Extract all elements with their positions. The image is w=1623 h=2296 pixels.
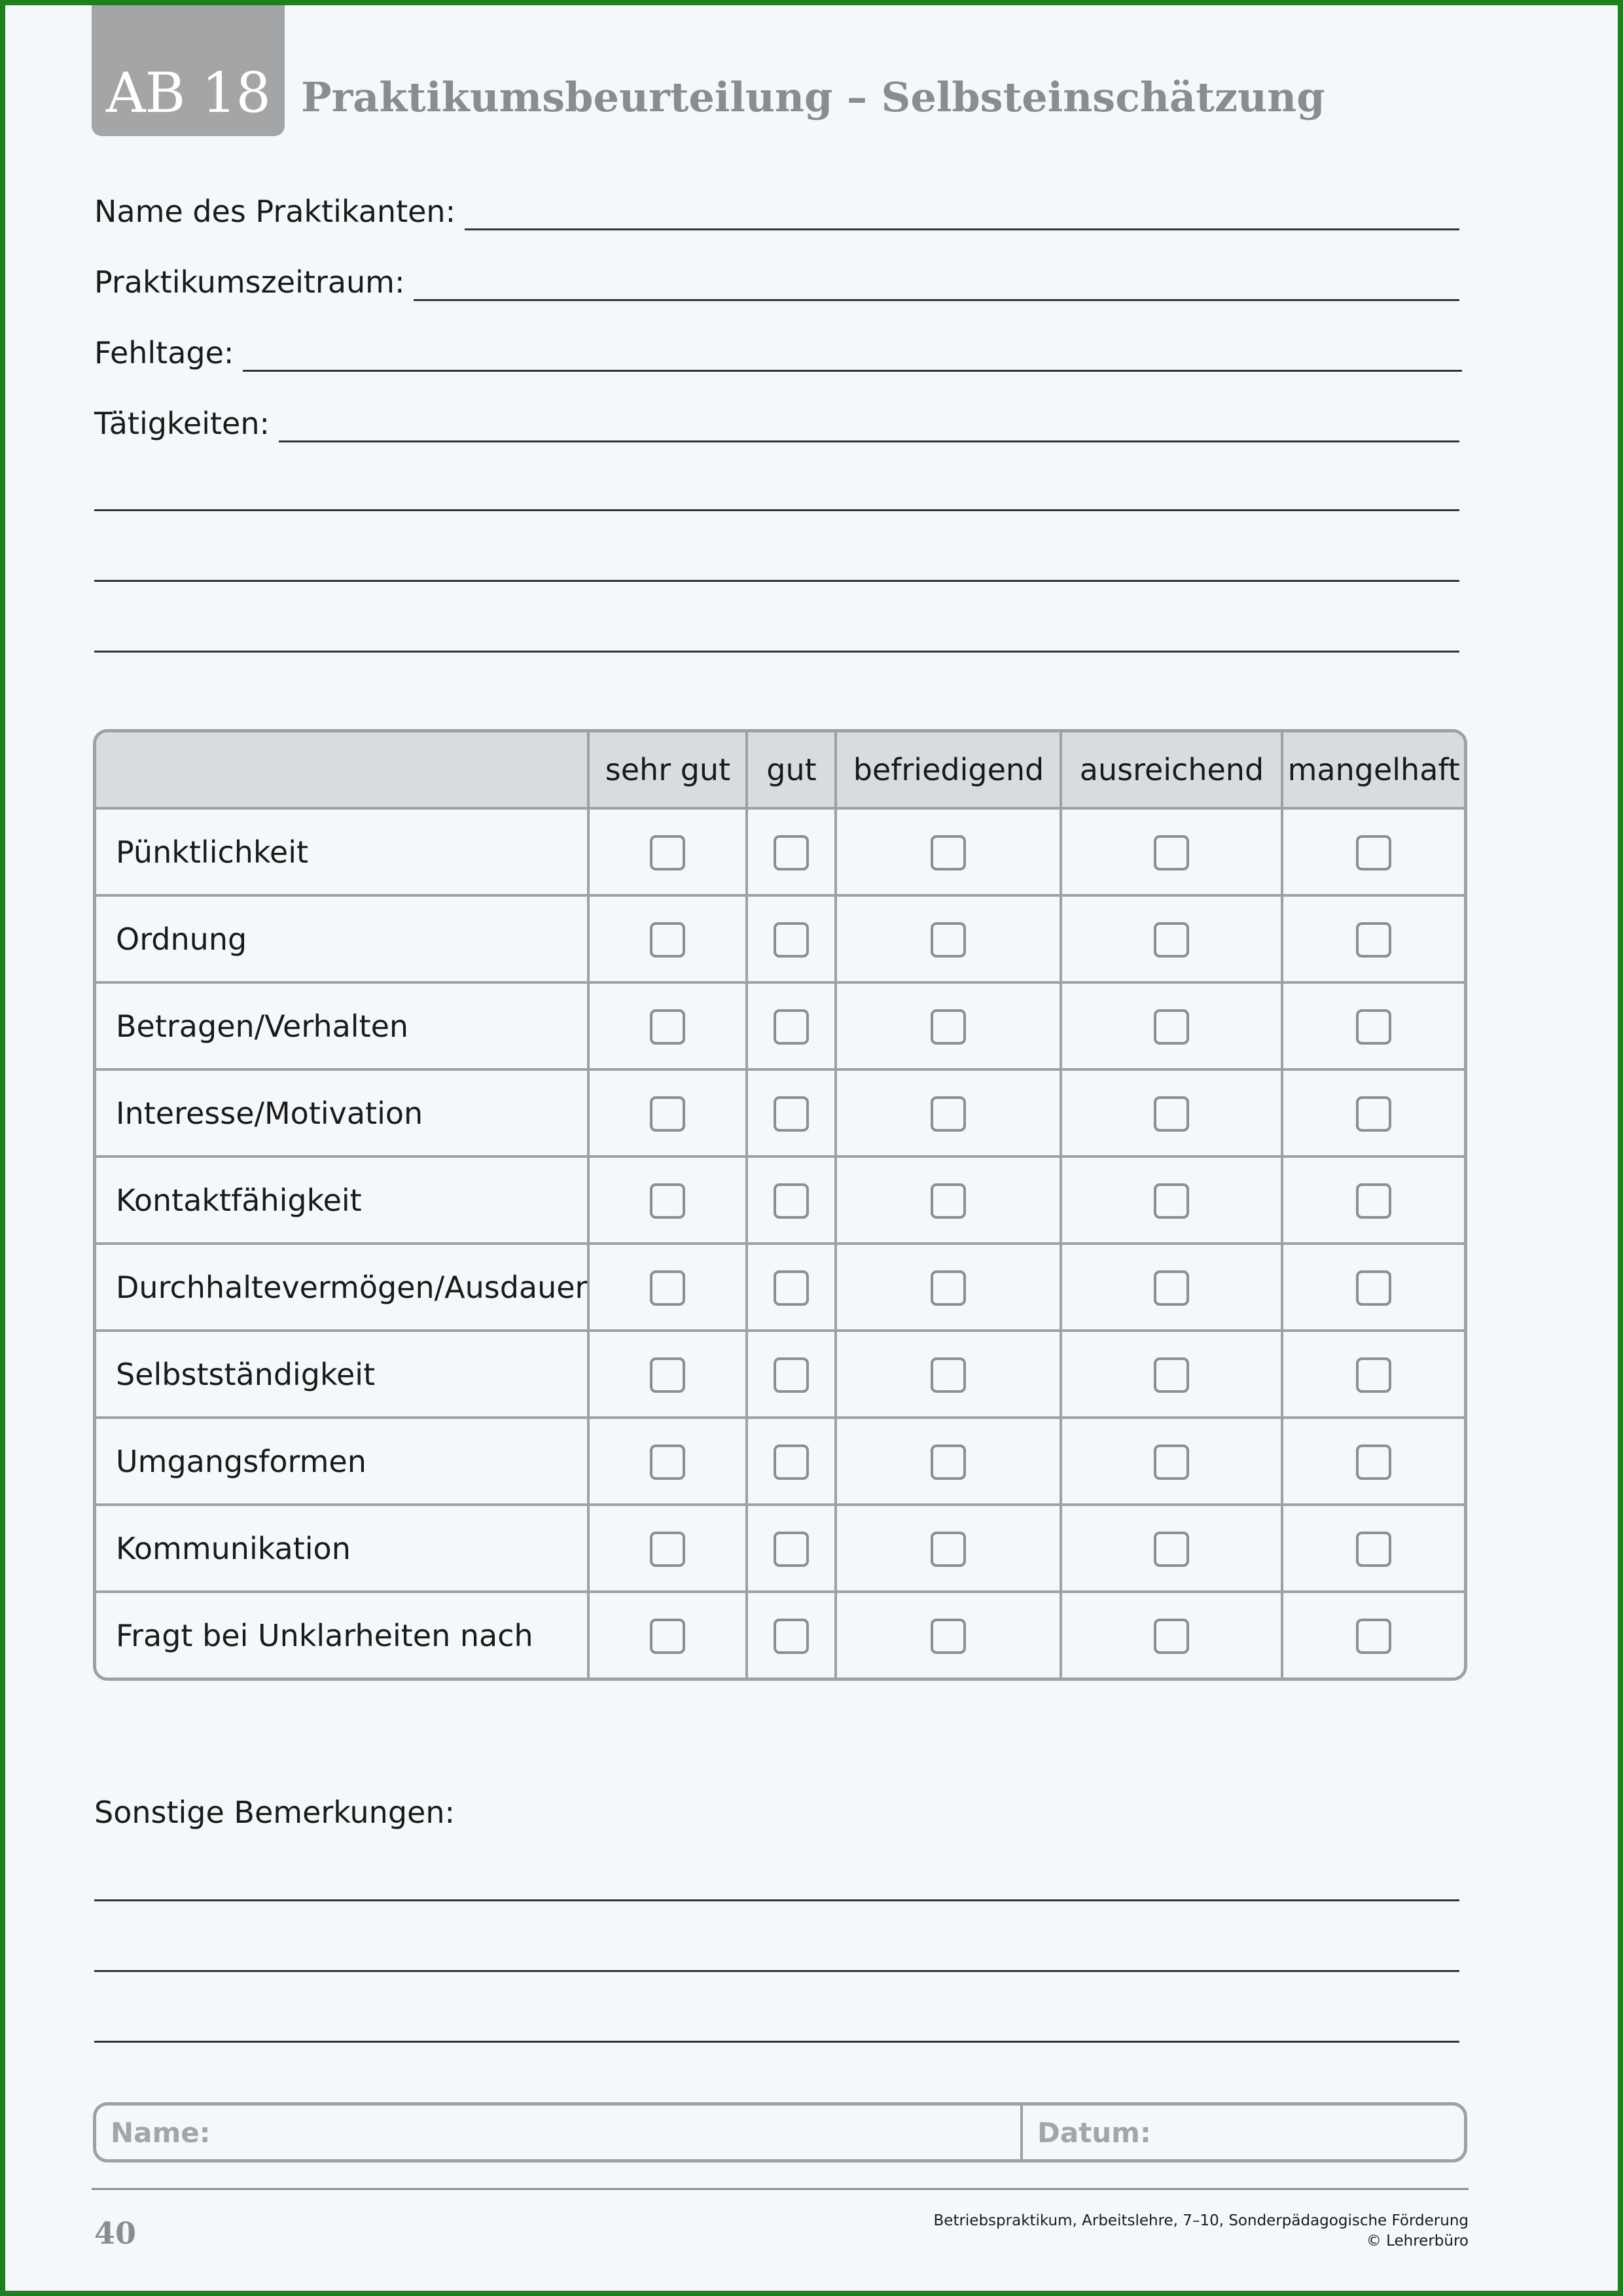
rating-cell bbox=[1062, 1158, 1283, 1245]
rating-checkbox[interactable] bbox=[774, 1619, 809, 1654]
signature-box bbox=[93, 2102, 1467, 2162]
field-absence-label: Fehltage: bbox=[94, 335, 234, 370]
rating-cell bbox=[1062, 1593, 1283, 1677]
rating-cell bbox=[590, 1593, 748, 1677]
rating-cell bbox=[590, 1332, 748, 1419]
rating-cell bbox=[748, 1245, 837, 1332]
table-row bbox=[96, 1419, 1464, 1506]
rating-checkbox[interactable] bbox=[1356, 1444, 1391, 1480]
date-field[interactable] bbox=[1023, 2106, 1464, 2159]
rating-cell bbox=[590, 1245, 748, 1332]
field-period-label: Praktikumszeitraum: bbox=[94, 264, 405, 300]
criterion-label: Kontaktfähigkeit bbox=[96, 1158, 590, 1245]
rating-checkbox[interactable] bbox=[1356, 1270, 1391, 1306]
rating-checkbox[interactable] bbox=[1356, 1009, 1391, 1045]
rating-cell bbox=[748, 1506, 837, 1593]
rating-cell bbox=[1283, 897, 1464, 984]
rating-checkbox[interactable] bbox=[931, 1183, 966, 1219]
rating-checkbox[interactable] bbox=[1356, 1619, 1391, 1654]
publication-credit bbox=[934, 2211, 1469, 2251]
rating-cell bbox=[590, 810, 748, 897]
rating-checkbox[interactable] bbox=[1356, 1532, 1391, 1567]
rating-cell bbox=[748, 1158, 837, 1245]
rating-cell bbox=[837, 984, 1062, 1071]
rating-checkbox[interactable] bbox=[931, 1009, 966, 1045]
field-activities-label: Tätigkeiten: bbox=[94, 406, 270, 441]
rating-checkbox[interactable] bbox=[931, 922, 966, 958]
rating-cell bbox=[837, 1593, 1062, 1677]
column-header: befriedigend bbox=[837, 732, 1062, 810]
table-row bbox=[96, 897, 1464, 984]
rating-cell bbox=[590, 1158, 748, 1245]
rating-cell bbox=[1062, 897, 1283, 984]
rating-checkbox[interactable] bbox=[774, 835, 809, 870]
table-row bbox=[96, 1071, 1464, 1158]
criterion-label: Umgangsformen bbox=[96, 1419, 590, 1506]
field-name-label: Name des Praktikanten: bbox=[94, 194, 456, 229]
page-title: Praktikumsbeurteilung – Selbsteinschätzung bbox=[301, 73, 1325, 121]
rating-checkbox[interactable] bbox=[1154, 1357, 1189, 1393]
rating-checkbox[interactable] bbox=[650, 1009, 685, 1045]
remarks-label: Sonstige Bemerkungen: bbox=[94, 1795, 455, 1830]
rating-cell bbox=[1283, 1158, 1464, 1245]
table-row bbox=[96, 1593, 1464, 1677]
rating-cell bbox=[837, 1158, 1062, 1245]
criterion-label: Selbstständigkeit bbox=[96, 1332, 590, 1419]
column-header: mangelhaft bbox=[1283, 732, 1464, 810]
rating-checkbox[interactable] bbox=[774, 1357, 809, 1393]
header-empty-cell bbox=[96, 732, 590, 810]
rating-checkbox[interactable] bbox=[1154, 922, 1189, 958]
field-absence bbox=[94, 319, 1462, 372]
rating-checkbox[interactable] bbox=[1154, 1096, 1189, 1132]
rating-cell bbox=[590, 1419, 748, 1506]
table-row bbox=[96, 1332, 1464, 1419]
rating-checkbox[interactable] bbox=[1154, 1532, 1189, 1567]
rating-checkbox[interactable] bbox=[650, 1532, 685, 1567]
activities-line-2[interactable] bbox=[94, 509, 1459, 511]
rating-checkbox[interactable] bbox=[1356, 922, 1391, 958]
rating-checkbox[interactable] bbox=[1154, 1009, 1189, 1045]
credit-line: Betriebspraktikum, Arbeitslehre, 7–10, Sonderpädagogische Förderung bbox=[933, 2212, 1469, 2229]
field-period bbox=[94, 249, 1459, 301]
rating-checkbox[interactable] bbox=[774, 1009, 809, 1045]
rating-cell bbox=[590, 1506, 748, 1593]
rating-cell bbox=[748, 984, 837, 1071]
rating-cell bbox=[748, 897, 837, 984]
rating-cell bbox=[837, 1245, 1062, 1332]
remarks-line-1[interactable] bbox=[94, 1899, 1459, 1901]
rating-cell bbox=[1283, 1419, 1464, 1506]
rating-checkbox[interactable] bbox=[774, 1096, 809, 1132]
rating-cell bbox=[748, 1332, 837, 1419]
column-header: ausreichend bbox=[1062, 732, 1283, 810]
criterion-label: Betragen/Verhalten bbox=[96, 984, 590, 1071]
rating-checkbox[interactable] bbox=[931, 1357, 966, 1393]
rating-cell bbox=[1062, 1071, 1283, 1158]
rating-cell bbox=[1283, 984, 1464, 1071]
page-number: 40 bbox=[94, 2215, 137, 2251]
rating-cell bbox=[748, 810, 837, 897]
footer-divider bbox=[92, 2188, 1469, 2190]
rating-cell bbox=[837, 1419, 1062, 1506]
rating-checkbox[interactable] bbox=[1154, 1619, 1189, 1654]
rating-checkbox[interactable] bbox=[931, 835, 966, 870]
name-field[interactable] bbox=[96, 2106, 1023, 2159]
rating-cell bbox=[837, 897, 1062, 984]
rating-cell bbox=[748, 1071, 837, 1158]
rating-cell bbox=[1062, 1332, 1283, 1419]
rating-checkbox[interactable] bbox=[1154, 1444, 1189, 1480]
rating-checkbox[interactable] bbox=[931, 1619, 966, 1654]
table-header-row bbox=[96, 732, 1464, 810]
rating-cell bbox=[590, 1071, 748, 1158]
rating-cell bbox=[590, 897, 748, 984]
rating-table bbox=[93, 729, 1467, 1681]
rating-cell bbox=[837, 1506, 1062, 1593]
rating-cell bbox=[1062, 810, 1283, 897]
criterion-label: Kommunikation bbox=[96, 1506, 590, 1593]
rating-cell bbox=[590, 984, 748, 1071]
rating-checkbox[interactable] bbox=[650, 1619, 685, 1654]
criterion-label: Pünktlichkeit bbox=[96, 810, 590, 897]
activities-line-3[interactable] bbox=[94, 580, 1459, 582]
rating-cell bbox=[1283, 1245, 1464, 1332]
criterion-label: Ordnung bbox=[96, 897, 590, 984]
rating-checkbox[interactable] bbox=[1356, 835, 1391, 870]
rating-checkbox[interactable] bbox=[774, 1183, 809, 1219]
field-activities-input-line[interactable] bbox=[279, 438, 1459, 442]
rating-cell bbox=[1283, 1593, 1464, 1677]
column-header: sehr gut bbox=[590, 732, 748, 810]
rating-checkbox[interactable] bbox=[774, 1444, 809, 1480]
column-header: gut bbox=[748, 732, 837, 810]
table-row bbox=[96, 810, 1464, 897]
rating-cell bbox=[748, 1419, 837, 1506]
rating-checkbox[interactable] bbox=[650, 1357, 685, 1393]
rating-checkbox[interactable] bbox=[774, 1270, 809, 1306]
rating-checkbox[interactable] bbox=[1154, 835, 1189, 870]
date-label: Datum: bbox=[1037, 2116, 1151, 2149]
rating-cell bbox=[1062, 1506, 1283, 1593]
rating-cell bbox=[1062, 984, 1283, 1071]
rating-cell bbox=[748, 1593, 837, 1677]
rating-checkbox[interactable] bbox=[650, 1096, 685, 1132]
rating-cell bbox=[837, 1071, 1062, 1158]
field-absence-input-line[interactable] bbox=[243, 367, 1462, 372]
field-name-input-line[interactable] bbox=[465, 226, 1459, 230]
table-row bbox=[96, 1158, 1464, 1245]
criterion-label: Interesse/Motivation bbox=[96, 1071, 590, 1158]
activities-line-4[interactable] bbox=[94, 651, 1459, 653]
rating-cell bbox=[837, 810, 1062, 897]
rating-checkbox[interactable] bbox=[650, 922, 685, 958]
rating-cell bbox=[1062, 1245, 1283, 1332]
rating-checkbox[interactable] bbox=[774, 1532, 809, 1567]
criterion-label: Fragt bei Unklarheiten nach bbox=[96, 1593, 590, 1677]
rating-cell bbox=[1283, 810, 1464, 897]
rating-cell bbox=[1062, 1419, 1283, 1506]
name-label: Name: bbox=[111, 2116, 211, 2149]
field-activities bbox=[94, 390, 1459, 442]
rating-cell bbox=[1283, 1071, 1464, 1158]
remarks-line-3[interactable] bbox=[94, 2041, 1459, 2043]
rating-checkbox[interactable] bbox=[931, 1444, 966, 1480]
rating-checkbox[interactable] bbox=[931, 1532, 966, 1567]
rating-checkbox[interactable] bbox=[774, 922, 809, 958]
rating-checkbox[interactable] bbox=[1356, 1096, 1391, 1132]
rating-checkbox[interactable] bbox=[1154, 1270, 1189, 1306]
rating-checkbox[interactable] bbox=[1154, 1183, 1189, 1219]
field-name bbox=[94, 178, 1459, 230]
rating-cell bbox=[1283, 1506, 1464, 1593]
rating-checkbox[interactable] bbox=[650, 1270, 685, 1306]
rating-checkbox[interactable] bbox=[931, 1096, 966, 1132]
rating-checkbox[interactable] bbox=[1356, 1183, 1391, 1219]
worksheet-badge: AB 18 bbox=[92, 5, 285, 136]
criterion-label: Durchhaltevermögen/Ausdauer bbox=[96, 1245, 590, 1332]
remarks-line-2[interactable] bbox=[94, 1970, 1459, 1972]
table-row bbox=[96, 984, 1464, 1071]
table-row bbox=[96, 1245, 1464, 1332]
copyright-line: © Lehrerbüro bbox=[1366, 2233, 1469, 2250]
rating-checkbox[interactable] bbox=[650, 1444, 685, 1480]
rating-checkbox[interactable] bbox=[931, 1270, 966, 1306]
rating-checkbox[interactable] bbox=[650, 835, 685, 870]
rating-cell bbox=[1283, 1332, 1464, 1419]
rating-checkbox[interactable] bbox=[650, 1183, 685, 1219]
field-period-input-line[interactable] bbox=[414, 296, 1459, 301]
rating-cell bbox=[837, 1332, 1062, 1419]
rating-checkbox[interactable] bbox=[1356, 1357, 1391, 1393]
table-row bbox=[96, 1506, 1464, 1593]
